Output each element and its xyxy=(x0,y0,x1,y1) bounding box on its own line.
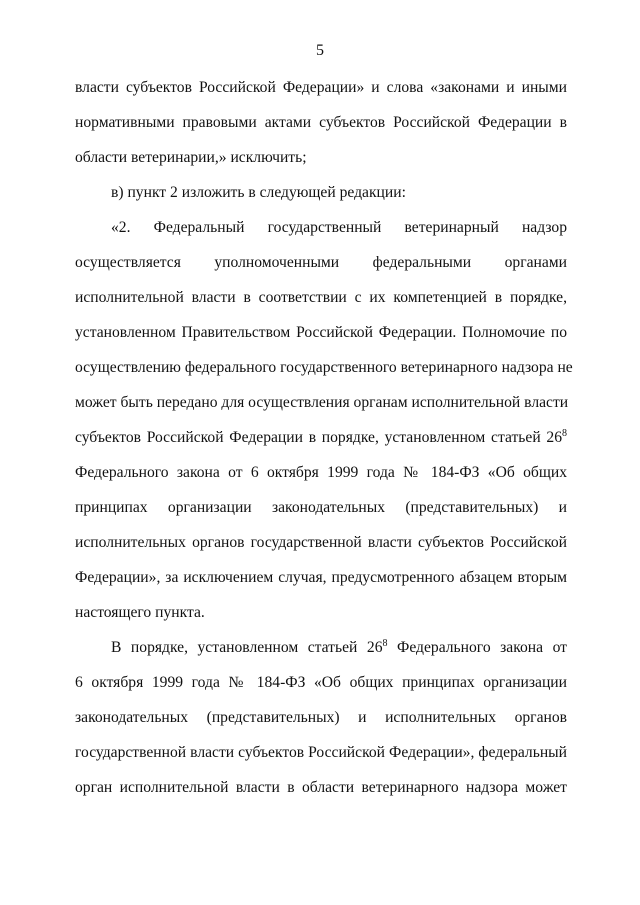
line-text: в) пункт 2 изложить в следующей редакции: xyxy=(111,184,406,201)
line-text: может быть передано для осуществления органам исполнительной власти xyxy=(75,394,569,411)
text-line xyxy=(75,744,567,762)
line-text: власти субъектов Российской Федерации» и слова «законами и иными xyxy=(75,79,567,96)
line-text: нормативными правовыми актами субъектов Российской Федерации в xyxy=(75,114,567,131)
line-text: Федерации», за исключением случая, предусмотренного абзацем вторым xyxy=(75,569,567,586)
line-text: исполнительной власти в соответствии с их компетенцией в порядке, xyxy=(75,289,567,306)
text-line xyxy=(75,429,567,447)
text-line xyxy=(75,359,573,377)
text-line xyxy=(75,464,567,482)
superscript: 8 xyxy=(382,638,388,649)
line-text: «2. Федеральный государственный ветеринарный надзор xyxy=(111,219,567,236)
line-text: Федерального закона от xyxy=(387,639,567,656)
superscript: 8 xyxy=(562,428,567,439)
text-line xyxy=(75,149,567,167)
text-line xyxy=(75,569,567,587)
text-line xyxy=(75,324,567,342)
text-line xyxy=(75,674,567,692)
line-text: настоящего пункта. xyxy=(75,604,205,621)
line-text: установленном Правительством Российской Федерации. Полномочие по xyxy=(75,324,567,341)
line-text: исполнительных органов государственной власти субъектов Российской xyxy=(75,534,567,551)
line-text: государственной власти субъектов Российской Федерации», федеральный xyxy=(75,744,567,761)
text-line xyxy=(75,604,567,622)
line-text: принципах организации законодательных (представительных) и xyxy=(75,499,567,516)
line-text: области ветеринарии,» исключить; xyxy=(75,149,307,166)
text-line xyxy=(111,184,567,202)
line-text: орган исполнительной власти в области ветеринарного надзора может xyxy=(75,779,567,796)
text-line xyxy=(75,534,567,552)
page-number: 5 xyxy=(316,42,324,59)
text-line xyxy=(75,499,567,517)
line-text: В порядке, установленном статьей 26 xyxy=(111,639,383,656)
text-line xyxy=(75,79,567,97)
line-text: законодательных (представительных) и исполнительных органов xyxy=(75,709,567,726)
text-line xyxy=(111,639,567,657)
text-line xyxy=(75,254,567,272)
line-text: Федерального закона от 6 октября 1999 года № 184-ФЗ «Об общих xyxy=(75,464,567,481)
line-text: субъектов Российской Федерации в порядке, установленном статьей 26 xyxy=(75,429,562,446)
line-text: 6 октября 1999 года № 184-ФЗ «Об общих принципах организации xyxy=(75,674,567,691)
text-line xyxy=(111,219,567,237)
text-line xyxy=(75,779,567,797)
text-line xyxy=(75,394,567,412)
line-text: осуществлению федерального государственного ветеринарного надзора не xyxy=(75,359,573,376)
text-line xyxy=(75,709,567,727)
text-line xyxy=(75,114,567,132)
line-text: осуществляется уполномоченными федеральными органами xyxy=(75,254,567,271)
text-line xyxy=(75,289,567,307)
